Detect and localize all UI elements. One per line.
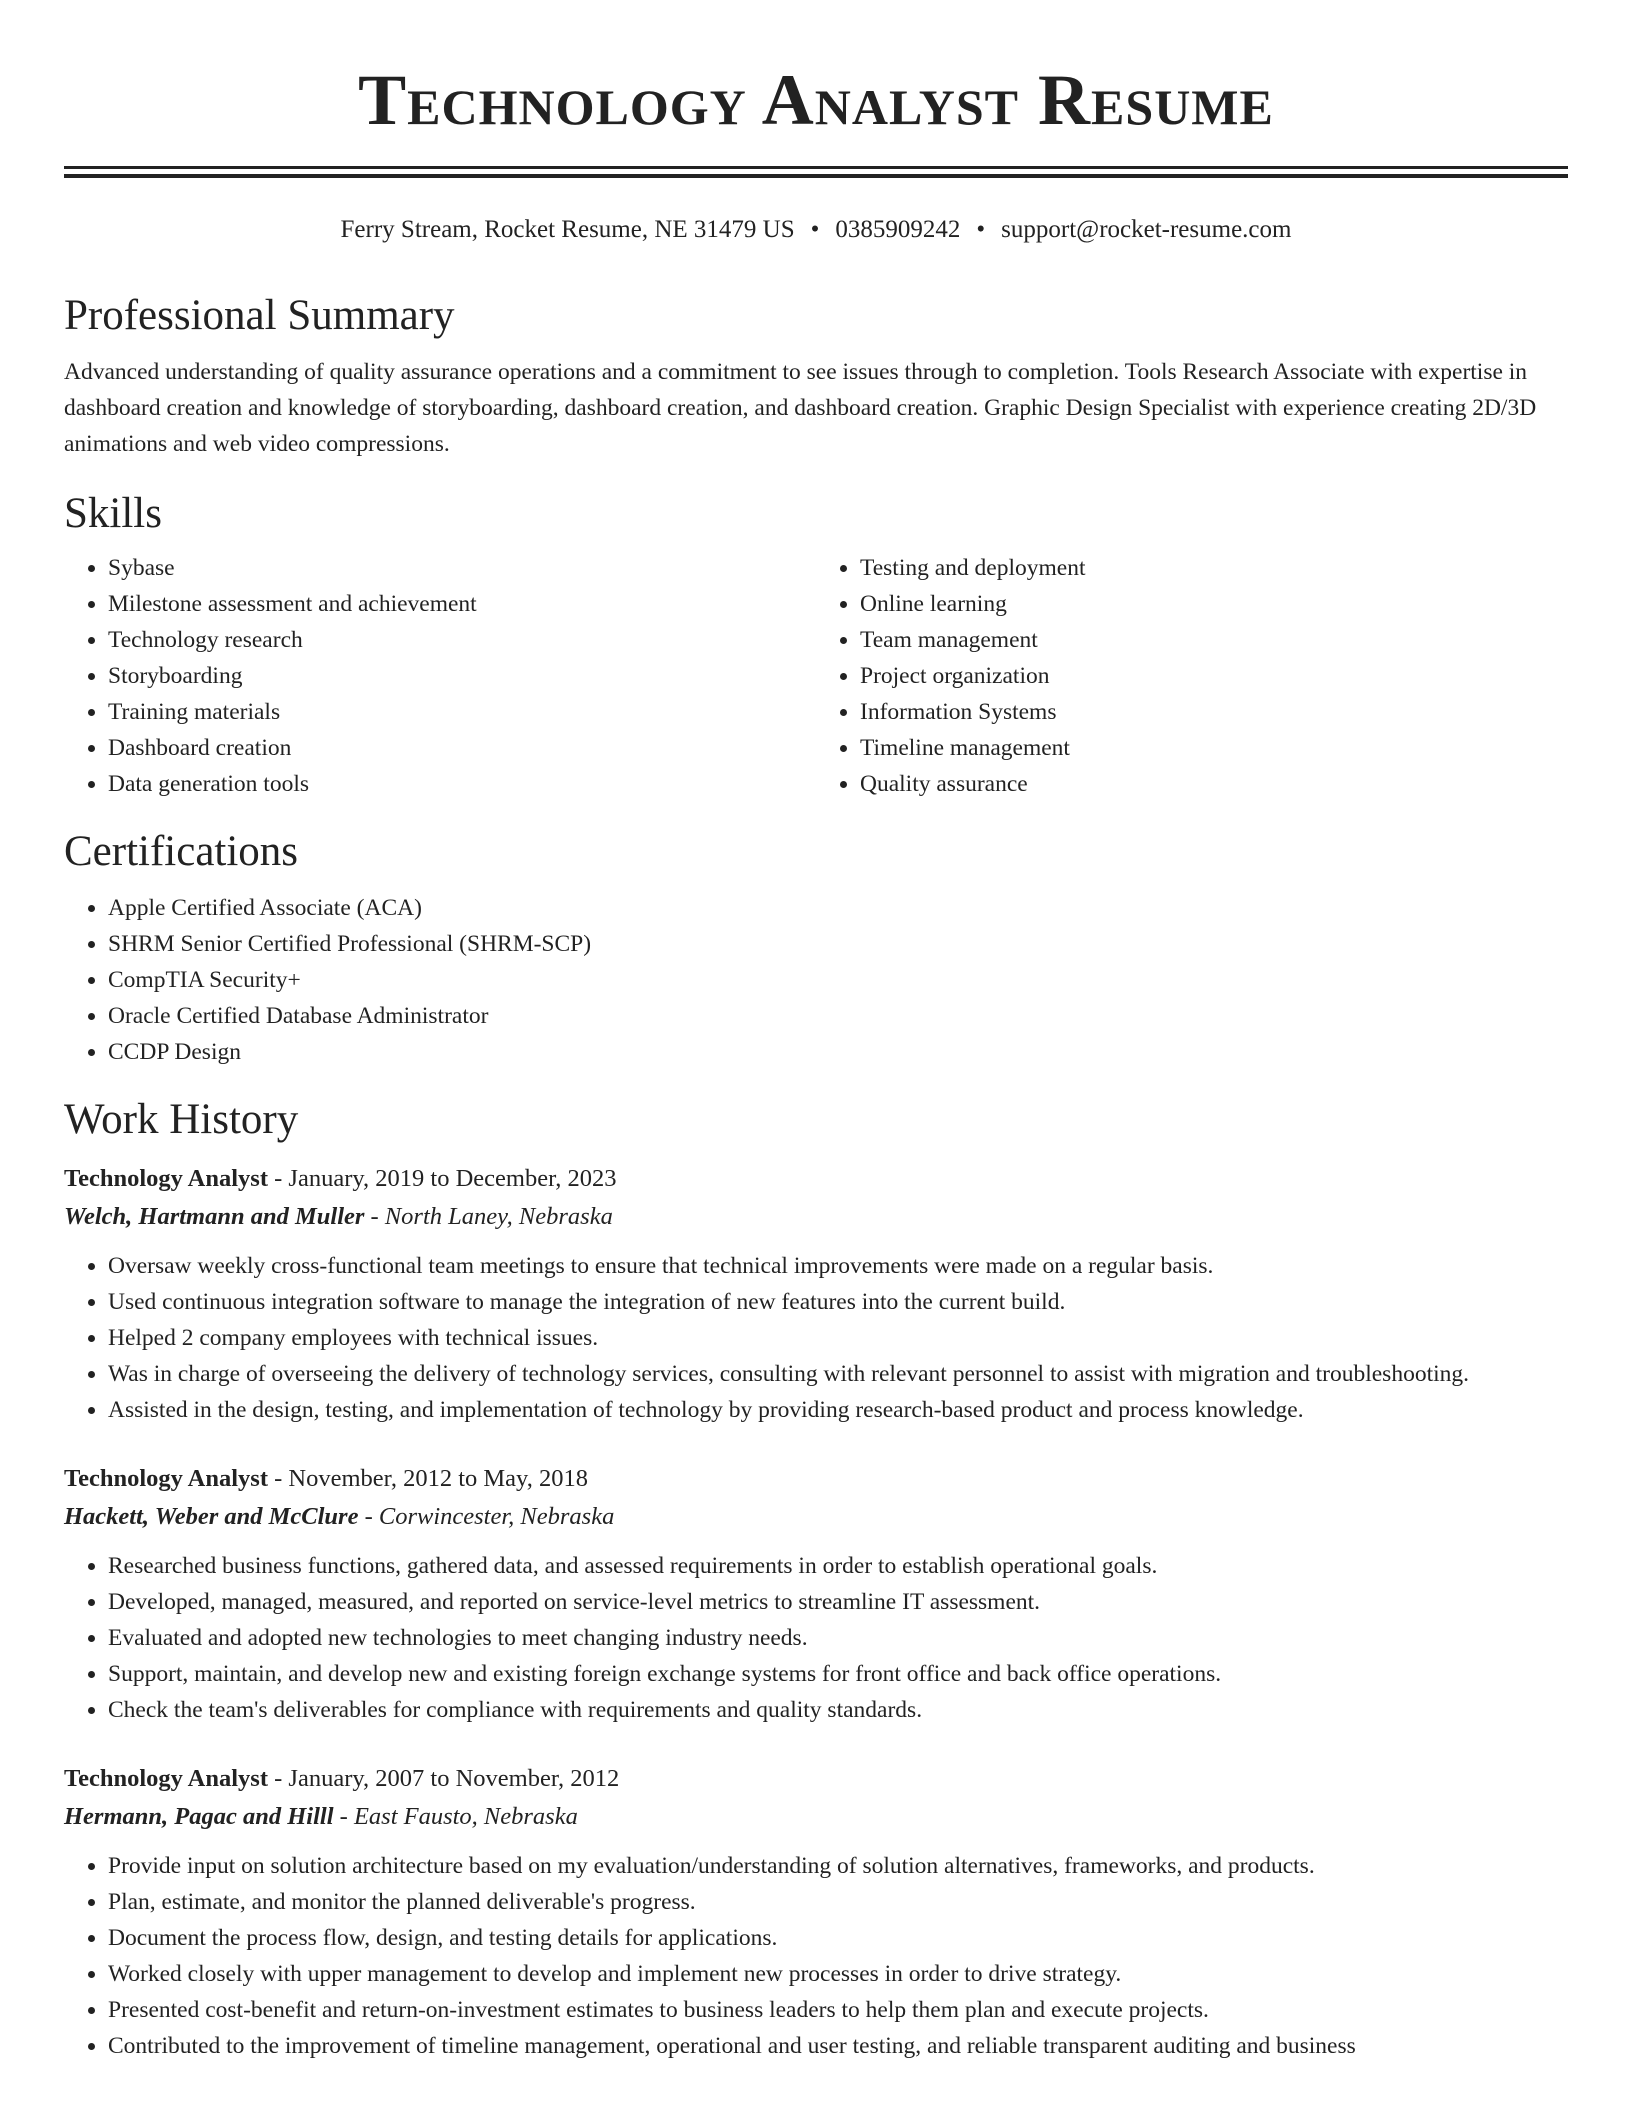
job-bullet: • Check the team's deliverables for compliance with requirements and quality standards.	[108, 1692, 1568, 1728]
job-bullets	[64, 1848, 1568, 2064]
certification-item: • SHRM Senior Certified Professional (SHRM-SCP)	[108, 926, 1568, 962]
job-dates: - November, 2012 to May, 2018	[268, 1465, 588, 1492]
page-title: Technology Analyst Resume	[358, 60, 1274, 140]
job-bullet: • Contributed to the improvement of timeline management, operational and user testing, and reliable transparent auditing and business	[108, 2028, 1568, 2064]
skills-heading: Skills	[64, 490, 162, 537]
job-title-line	[64, 1160, 1568, 1198]
job-bullet: • Used continuous integration software to manage the integration of new features into the current build.	[108, 1284, 1568, 1320]
certification-item: • CCDP Design	[108, 1034, 1568, 1070]
job-bullet: • Provide input on solution architecture based on my evaluation/understanding of solution alternatives, frameworks, and products.	[108, 1848, 1568, 1884]
certifications-heading: Certifications	[64, 828, 299, 875]
job-bullet: • Helped 2 company employees with technical issues.	[108, 1320, 1568, 1356]
certifications-list	[64, 890, 1568, 1070]
contact-email: support@rocket-resume.com	[1001, 216, 1292, 243]
job-location: - North Laney, Nebraska	[364, 1203, 613, 1230]
skill-item: • Testing and deployment	[860, 550, 1568, 586]
separator-dot: •	[976, 216, 986, 243]
skill-item: • Milestone assessment and achievement	[108, 586, 816, 622]
skill-item: • Training materials	[108, 694, 816, 730]
separator-dot: •	[810, 216, 820, 243]
job-company-line	[64, 1498, 1568, 1536]
summary-text: Advanced understanding of quality assurance operations and a commitment to see issues through to completion. Tools Research Associate with expertise in dashboard creation and knowledge of storyboarding, dashboard creation, and dashboard creation. Graphic Design Specialist with experience creating 2D/3D animations and web video compressions.	[64, 359, 1537, 457]
contact-address: Ferry Stream, Rocket Resume, NE 31479 US	[340, 216, 795, 243]
job-bullet: • Researched business functions, gathered data, and assessed requirements in order to establish operational goals.	[108, 1548, 1568, 1584]
contact-phone: 0385909242	[835, 216, 961, 243]
job-bullet: • Document the process flow, design, and testing details for applications.	[108, 1920, 1568, 1956]
skill-item: • Information Systems	[860, 694, 1568, 730]
skill-item: • Technology research	[108, 622, 816, 658]
skill-item: • Dashboard creation	[108, 730, 816, 766]
job-title-line	[64, 1460, 1568, 1498]
skills-list-right	[816, 550, 1568, 802]
certifications-section	[64, 826, 1568, 1070]
job-bullet: • Oversaw weekly cross-functional team meetings to ensure that technical improvements were made on a regular basis.	[108, 1248, 1568, 1284]
job-bullets	[64, 1548, 1568, 1728]
skill-item: • Timeline management	[860, 730, 1568, 766]
title-divider	[64, 166, 1568, 178]
skills-list-left	[64, 550, 816, 802]
skill-item: • Data generation tools	[108, 766, 816, 802]
job-bullet: • Assisted in the design, testing, and implementation of technology by providing research-based product and process knowledge.	[108, 1392, 1568, 1428]
skill-item: • Team management	[860, 622, 1568, 658]
summary-heading: Professional Summary	[64, 292, 455, 339]
job-entry	[64, 1160, 1568, 1428]
job-bullet: • Developed, managed, measured, and reported on service-level metrics to streamline IT assessment.	[108, 1584, 1568, 1620]
job-title-line	[64, 1760, 1568, 1798]
job-bullet: • Presented cost-benefit and return-on-investment estimates to business leaders to help them plan and execute projects.	[108, 1992, 1568, 2028]
resume-page	[64, 0, 1568, 2064]
certification-item: • Oracle Certified Database Administrator	[108, 998, 1568, 1034]
skill-item: • Storyboarding	[108, 658, 816, 694]
job-entry	[64, 1760, 1568, 2064]
skill-item: • Quality assurance	[860, 766, 1568, 802]
job-bullet: • Worked closely with upper management to develop and implement new processes in order to drive strategy.	[108, 1956, 1568, 1992]
skill-item: • Project organization	[860, 658, 1568, 694]
job-company: Hackett, Weber and McClure	[64, 1503, 359, 1530]
job-location: - East Fausto, Nebraska	[333, 1803, 578, 1830]
certification-item: • Apple Certified Associate (ACA)	[108, 890, 1568, 926]
job-company: Welch, Hartmann and Muller	[64, 1203, 365, 1230]
job-dates: - January, 2019 to December, 2023	[268, 1165, 617, 1192]
job-bullet: • Support, maintain, and develop new and existing foreign exchange systems for front office and back office operations.	[108, 1656, 1568, 1692]
skill-item: • Online learning	[860, 586, 1568, 622]
skills-section	[64, 488, 1568, 802]
work-history-section	[64, 1094, 1568, 2064]
skills-columns	[64, 550, 1568, 802]
job-entry	[64, 1460, 1568, 1728]
job-title: Technology Analyst	[64, 1465, 268, 1492]
skill-item: • Sybase	[108, 550, 816, 586]
job-bullet: • Was in charge of overseeing the delivery of technology services, consulting with relevant personnel to assist with migration and troubleshooting.	[108, 1356, 1568, 1392]
job-company-line	[64, 1798, 1568, 1836]
job-bullets	[64, 1248, 1568, 1428]
job-company: Hermann, Pagac and Hilll	[64, 1803, 334, 1830]
certification-item: • CompTIA Security+	[108, 962, 1568, 998]
job-dates: - January, 2007 to November, 2012	[268, 1765, 620, 1792]
job-bullet: • Plan, estimate, and monitor the planned deliverable's progress.	[108, 1884, 1568, 1920]
contact-line	[64, 214, 1568, 246]
job-title: Technology Analyst	[64, 1165, 268, 1192]
work-history-heading: Work History	[64, 1096, 299, 1143]
job-company-line	[64, 1198, 1568, 1236]
summary-section	[64, 290, 1568, 462]
job-title: Technology Analyst	[64, 1765, 268, 1792]
job-location: - Corwincester, Nebraska	[358, 1503, 615, 1530]
job-bullet: • Evaluated and adopted new technologies to meet changing industry needs.	[108, 1620, 1568, 1656]
